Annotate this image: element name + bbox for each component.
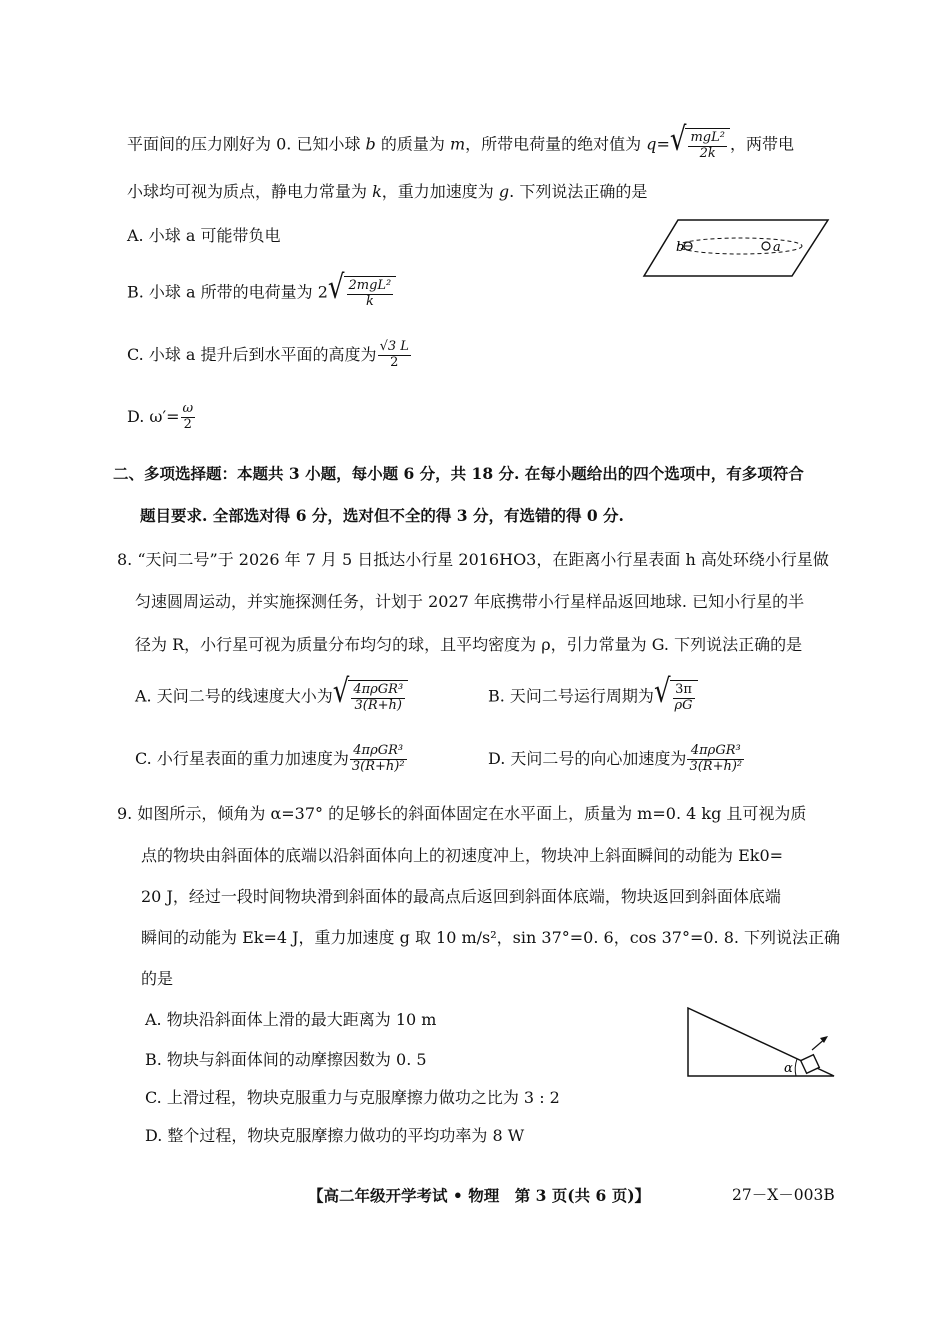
text: D. ω′= bbox=[127, 406, 180, 426]
q8-line-2: 匀速圆周运动，并实施探测任务，计划于 2027 年底携带小行星样品返回地球. 已知小行星的半 bbox=[135, 592, 805, 611]
text: 小球均可视为质点，静电力常量为 bbox=[127, 182, 373, 201]
q8-line-3: 径为 R，小行星可视为质量分布均匀的球，且平均密度为 ρ，引力常量为 G. 下列说法正确的是 bbox=[135, 635, 803, 654]
q9-option-b: B. 物块与斜面体间的动摩擦因数为 0. 5 bbox=[145, 1050, 427, 1069]
q7-option-d bbox=[127, 402, 196, 433]
q9-line-4: 瞬间的动能为 Ek=4 J，重力加速度 g 取 10 m/s²，sin 37°=0. 6，cos 37°=0. 8. 下列说法正确 bbox=[141, 928, 841, 947]
section2-line-2: 题目要求. 全部选对得 6 分，选对但不全的得 3 分，有选错的得 0 分. bbox=[140, 506, 624, 525]
numerator: 4πρGR³ bbox=[353, 682, 404, 697]
orbit-ellipse bbox=[678, 238, 802, 254]
numerator: 4πρGR³ bbox=[350, 744, 407, 760]
label-alpha: α bbox=[784, 1061, 793, 1076]
text: C. 小行星表面的重力加速度为 bbox=[135, 748, 349, 768]
numerator: 2mgL² bbox=[348, 278, 392, 293]
q9-option-c: C. 上滑过程，物块克服重力与克服摩擦力做功之比为 3 : 2 bbox=[145, 1088, 560, 1107]
numerator: 4πρGR³ bbox=[687, 744, 744, 760]
var: b bbox=[365, 134, 376, 154]
text: . 下列说法正确的是 bbox=[509, 182, 648, 201]
numerator: 3π bbox=[673, 683, 695, 699]
q7-option-c bbox=[127, 340, 412, 371]
footer-code: 27－X－003B bbox=[732, 1186, 835, 1204]
q9-line-2: 点的物块由斜面体的底端以沿斜面体向上的初速度冲上，物块冲上斜面瞬间的动能为 Ek0= bbox=[141, 846, 784, 865]
text: C. 小球 a 提升后到水平面的高度为 bbox=[127, 344, 377, 364]
sqrt-expression: √ $\frac{3\pi}{\rho G}$ bbox=[654, 680, 698, 714]
q9-line-5: 的是 bbox=[141, 969, 174, 988]
ball-a bbox=[762, 242, 770, 250]
intro-line-1 bbox=[127, 121, 794, 162]
sqrt-expression: √ $\frac{\text{4πρGR³}}{3(R+h)}$ bbox=[333, 680, 408, 714]
q9-figure bbox=[680, 1000, 840, 1082]
text: ，所带电荷量的绝对值为 bbox=[465, 134, 647, 154]
section2-line-1: 二、多项选择题：本题共 3 小题，每小题 6 分，共 18 分. 在每小题给出的四个选项中，有多项符合 bbox=[113, 464, 804, 483]
q9-option-d: D. 整个过程，物块克服摩擦力做功的平均功率为 8 W bbox=[145, 1126, 525, 1145]
q8-option-b bbox=[488, 673, 698, 714]
q9-line-1: 9. 如图所示，倾角为 α=37° 的足够长的斜面体固定在水平面上，质量为 m=0. 4 kg 且可视为质 bbox=[117, 804, 807, 823]
q7-option-a: A. 小球 a 可能带负电 bbox=[127, 226, 281, 245]
denominator: 3(R+h)² bbox=[351, 758, 405, 774]
q7-option-b bbox=[127, 269, 396, 310]
q8-option-a bbox=[135, 673, 408, 714]
text: 的质量为 bbox=[375, 134, 450, 154]
q8-line-1: 8. “天问二号”于 2026 年 7 月 5 日抵达小行星 2016HO3，在距离小行星表面 h 高处环绕小行星做 bbox=[117, 550, 829, 569]
q8-option-c bbox=[135, 744, 408, 775]
var: g bbox=[498, 182, 510, 201]
var: m bbox=[449, 134, 466, 154]
q9-line-3: 20 J，经过一段时间物块滑到斜面体的最高点后返回到斜面体底端，物块返回到斜面体底端 bbox=[141, 887, 781, 906]
text: B. 天问二号运行周期为 bbox=[488, 686, 654, 706]
numerator: ω bbox=[182, 401, 194, 416]
text: ，两带电 bbox=[729, 134, 794, 154]
denominator: k bbox=[365, 293, 374, 309]
denominator: 2 bbox=[183, 416, 192, 432]
footer-title: 【高二年级开学考试 • 物理 第 3 页(共 6 页)】 bbox=[308, 1186, 651, 1205]
text: 平面间的压力刚好为 0. 已知小球 bbox=[127, 134, 366, 154]
text: D. 天问二号的向心加速度为 bbox=[488, 748, 687, 768]
text: ，重力加速度为 bbox=[381, 182, 499, 201]
var: k bbox=[372, 182, 382, 201]
denominator: 2 bbox=[390, 354, 399, 370]
var: q= bbox=[646, 134, 670, 154]
sqrt-expression: √ $\frac{\text{2mgL²}}{k}$ bbox=[328, 276, 396, 310]
q9-option-a: A. 物块沿斜面体上滑的最大距离为 10 m bbox=[145, 1010, 437, 1029]
sqrt-expression: √ $\frac{\text{mgL²}}{2k}$ bbox=[670, 128, 730, 162]
text: B. 小球 a 所带的电荷量为 2 bbox=[127, 282, 328, 302]
q7-figure bbox=[640, 216, 830, 280]
numerator: √3 L bbox=[379, 339, 409, 354]
denominator: ρG bbox=[674, 697, 693, 713]
denominator: 3(R+h) bbox=[354, 697, 402, 713]
block bbox=[801, 1055, 820, 1074]
label-a: a bbox=[773, 240, 781, 255]
denominator: 2k bbox=[699, 145, 716, 161]
angle-arc bbox=[795, 1059, 797, 1076]
text: A. 天问二号的线速度大小为 bbox=[135, 686, 333, 706]
q8-option-d bbox=[488, 744, 745, 775]
numerator: mgL² bbox=[690, 130, 725, 145]
intro-line-2 bbox=[127, 184, 647, 200]
label-b: b bbox=[676, 240, 685, 255]
denominator: 3(R+h)² bbox=[689, 758, 743, 774]
